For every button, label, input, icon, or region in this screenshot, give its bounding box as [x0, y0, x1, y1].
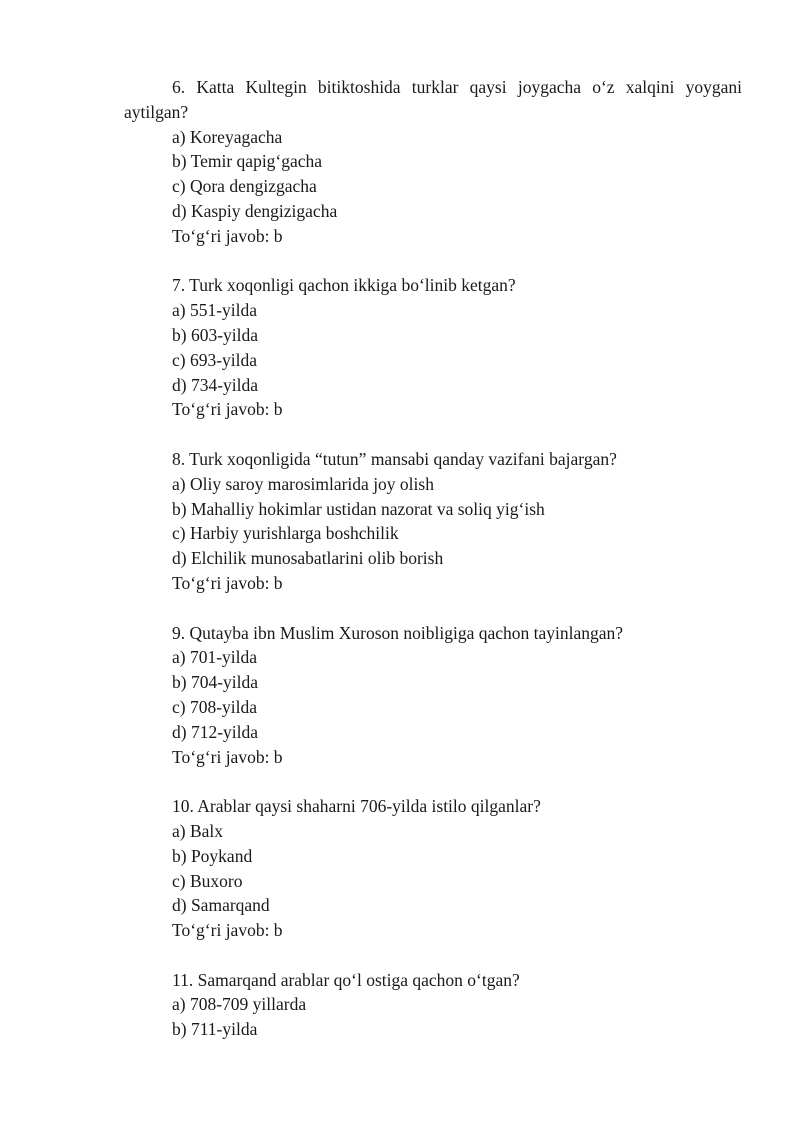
option-d: d) Kaspiy dengizigacha — [172, 200, 338, 221]
question-text: 11. Samarqand arablar qo‘l ostiga qachon o‘tgan? — [172, 969, 520, 990]
option-c: c) Harbiy yurishlarga boshchilik — [172, 523, 399, 544]
question-10 — [124, 794, 742, 943]
question-text: 6. Katta Kultegin bitiktoshida turklar qaysi joygacha o‘z xalqini yoygani aytilgan? — [124, 77, 742, 122]
question-6 — [124, 75, 742, 249]
option-d: d) Samarqand — [172, 895, 270, 916]
option-b: b) Temir qapig‘gacha — [172, 151, 323, 172]
correct-answer: To‘g‘ri javob: b — [172, 399, 283, 420]
option-b: b) Poykand — [172, 845, 253, 866]
option-d: d) 712-yilda — [172, 721, 259, 742]
correct-answer: To‘g‘ri javob: b — [172, 746, 283, 767]
question-text: 8. Turk xoqonligida “tutun” mansabi qanday vazifani bajargan? — [172, 448, 617, 469]
document-page — [124, 75, 742, 1067]
option-b: b) 603-yilda — [172, 324, 259, 345]
option-b: b) 704-yilda — [172, 672, 259, 693]
option-a: a) Oliy saroy marosimlarida joy olish — [172, 473, 434, 494]
option-c: c) 708-yilda — [172, 696, 258, 717]
question-11 — [124, 968, 742, 1042]
option-c: c) 693-yilda — [172, 349, 258, 370]
option-a: a) 708-709 yillarda — [172, 994, 307, 1015]
correct-answer: To‘g‘ri javob: b — [172, 225, 283, 246]
question-text: 10. Arablar qaysi shaharni 706-yilda istilo qilganlar? — [172, 796, 541, 817]
question-text: 9. Qutayba ibn Muslim Xuroson noibligiga qachon tayinlangan? — [172, 622, 624, 643]
question-8 — [124, 447, 742, 596]
question-text: 7. Turk xoqonligi qachon ikkiga bo‘linib ketgan? — [172, 275, 516, 296]
option-a: a) 701-yilda — [172, 647, 258, 668]
question-9 — [124, 621, 742, 770]
option-a: a) Balx — [172, 820, 224, 841]
option-d: d) 734-yilda — [172, 374, 259, 395]
option-b: b) Mahalliy hokimlar ustidan nazorat va soliq yig‘ish — [172, 498, 545, 519]
option-c: c) Qora dengizgacha — [172, 176, 317, 197]
question-7 — [124, 273, 742, 422]
correct-answer: To‘g‘ri javob: b — [172, 572, 283, 593]
correct-answer: To‘g‘ri javob: b — [172, 920, 283, 941]
option-d: d) Elchilik munosabatlarini olib borish — [172, 548, 444, 569]
option-a: a) Koreyagacha — [172, 126, 283, 147]
option-a: a) 551-yilda — [172, 300, 258, 321]
option-c: c) Buxoro — [172, 870, 243, 891]
option-b: b) 711-yilda — [172, 1019, 258, 1040]
